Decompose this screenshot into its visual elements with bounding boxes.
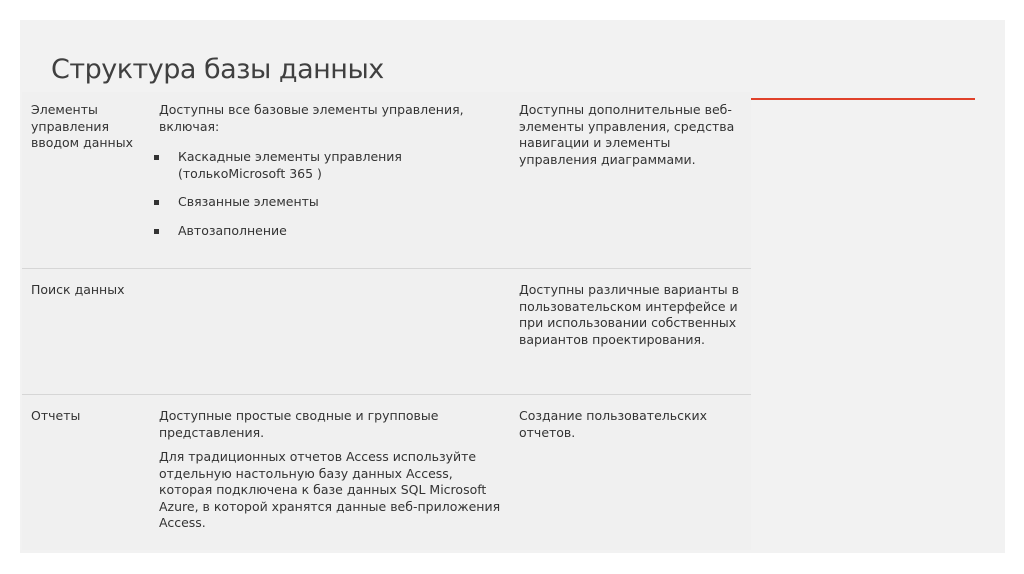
bullet-icon (154, 229, 159, 234)
row-label: Элементы управления вводом данных (31, 102, 133, 150)
table-row (22, 394, 751, 551)
row-cell-basic (159, 102, 504, 251)
bullet-list (159, 149, 504, 239)
cell-paragraph: Доступные простые сводные и групповые представления. (159, 408, 439, 440)
row-cell-basic (159, 408, 504, 532)
comparison-table (22, 92, 751, 550)
row-label: Отчеты (31, 408, 81, 423)
cell-intro: Доступны все базовые элементы управления, включая: (159, 102, 464, 134)
list-item (159, 149, 504, 182)
row-cell-advanced: Создание пользовательских отчетов. (519, 408, 708, 440)
bullet-icon (154, 155, 159, 160)
bullet-icon (154, 200, 159, 205)
table-row (22, 268, 751, 395)
list-item (159, 194, 504, 211)
slide-title: Структура базы данных (51, 54, 384, 85)
list-item-text: Каскадные элементы управления (толькоMicrosoft 365 ) (178, 149, 402, 181)
list-item (159, 223, 504, 240)
cell-paragraph: Для традиционных отчетов Access используйте отдельную настольную базу данных Access, которая подключена к базе данных SQL Microsoft Azure, в которой хранятся данные веб-приложения Access. (159, 449, 501, 530)
list-item-text: Автозаполнение (178, 222, 287, 238)
table-row (22, 92, 751, 268)
row-cell-advanced: Доступны различные варианты в пользовательском интерфейсе и при использовании собственных вариантов проектирования. (519, 282, 740, 347)
row-label: Поиск данных (31, 282, 125, 297)
list-item-text: Связанные элементы (178, 194, 319, 209)
row-cell-advanced: Доступны дополнительные веб-элементы управления, средства навигации и элементы управления диаграммами. (519, 102, 735, 167)
